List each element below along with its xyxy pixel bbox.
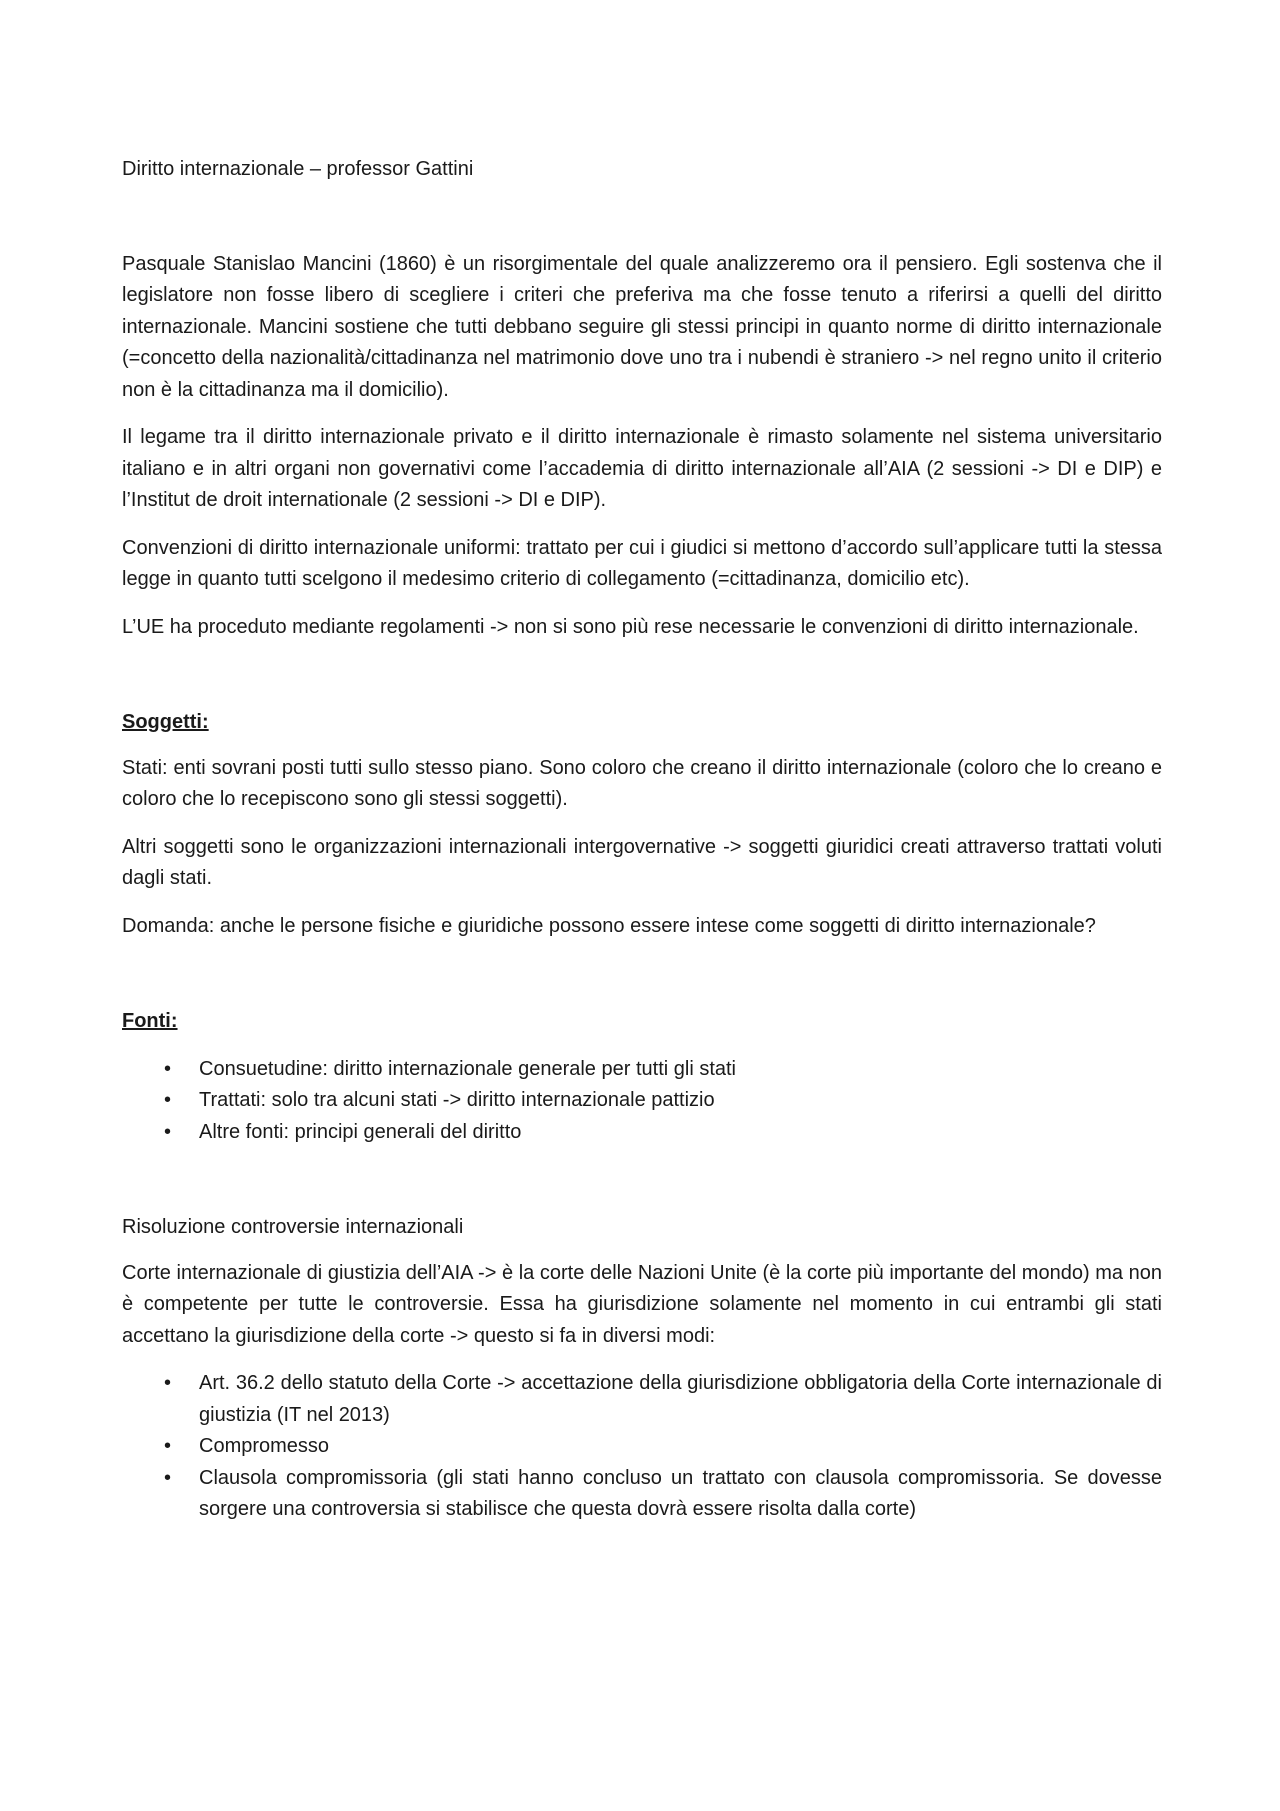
document-page xyxy=(122,154,1162,1526)
soggetti-paragraph-stati: Stati: enti sovrani posti tutti sullo stesso piano. Sono coloro che creano il diritto internazionale (coloro che lo creano e coloro che lo recepiscono sono gli stessi soggetti). xyxy=(122,756,1162,810)
list-item: • Altre fonti: principi generali del diritto xyxy=(122,1117,1162,1149)
risoluzione-heading: Risoluzione controversie internazionali xyxy=(122,1216,464,1238)
soggetti-paragraph-domanda: Domanda: anche le persone fisiche e giuridiche possono essere intese come soggetti di diritto internazionale? xyxy=(122,914,1096,937)
intro-paragraph-legame: Il legame tra il diritto internazionale privato e il diritto internazionale è rimasto solamente nel sistema universitario italiano e in altri organi non governativi come l’accademia di diritto internazionale all’AIA (2 sessioni -> DI e DIP) e l’Institut de droit internationale (2 sessioni -> DI e DIP). xyxy=(122,426,1162,511)
list-item: • Consuetudine: diritto internazionale generale per tutti gli stati xyxy=(122,1054,1162,1086)
spacer xyxy=(122,1148,1162,1212)
soggetti-heading: Soggetti: xyxy=(122,711,209,733)
document-title: Diritto internazionale – professor Gattini xyxy=(122,158,474,180)
intro-paragraph-mancini: Pasquale Stanislao Mancini (1860) è un risorgimentale del quale analizzeremo ora il pensiero. Egli sostenva che il legislatore non fosse libero di scegliere i criteri che preferiva ma che fosse tenuto a riferirsi a quelli del diritto internazionale. Mancini sostiene che tutti debbano seguire gli stessi principi in quanto norme di diritto internazionale (=concetto della nazionalità/cittadinanza nel matrimonio dove uno tra i nubendi è straniero -> nel regno unito il criterio non è la cittadinanza ma il domicilio). xyxy=(122,252,1162,401)
list-item: • Compromesso xyxy=(122,1431,1162,1463)
soggetti-paragraph-organizzazioni: Altri soggetti sono le organizzazioni internazionali intergovernative -> soggetti giuridici creati attraverso trattati voluti dagli stati. xyxy=(122,835,1162,889)
spacer xyxy=(122,643,1162,707)
spacer xyxy=(122,942,1162,1006)
risoluzione-list xyxy=(122,1368,1162,1526)
intro-paragraph-ue: L’UE ha proceduto mediante regolamenti -> non si sono più rese necessarie le convenzioni di diritto internazionale. xyxy=(122,615,1139,638)
fonti-list xyxy=(122,1054,1162,1149)
list-item: • Art. 36.2 dello statuto della Corte -> accettazione della giurisdizione obbligatoria della Corte internazionale di giustizia (IT nel 2013) xyxy=(122,1368,1162,1431)
spacer xyxy=(122,186,1162,249)
risoluzione-paragraph: Corte internazionale di giustizia dell’AIA -> è la corte delle Nazioni Unite (è la corte più importante del mondo) ma non è competente per tutte le controversie. Essa ha giurisdizione solamente nel momento in cui entrambi gli stati accettano la giurisdizione della corte -> questo si fa in diversi modi: xyxy=(122,1261,1162,1347)
fonti-heading: Fonti: xyxy=(122,1010,178,1032)
list-item: • Trattati: solo tra alcuni stati -> diritto internazionale pattizio xyxy=(122,1085,1162,1117)
list-item: • Clausola compromissoria (gli stati hanno concluso un trattato con clausola compromissoria. Se dovesse sorgere una controversia si stabilisce che questa dovrà essere risolta dalla corte) xyxy=(122,1463,1162,1526)
intro-paragraph-convenzioni: Convenzioni di diritto internazionale uniformi: trattato per cui i giudici si mettono d’accordo sull’applicare tutti la stessa legge in quanto tutti scelgono il medesimo criterio di collegamento (=cittadinanza, domicilio etc). xyxy=(122,536,1162,590)
